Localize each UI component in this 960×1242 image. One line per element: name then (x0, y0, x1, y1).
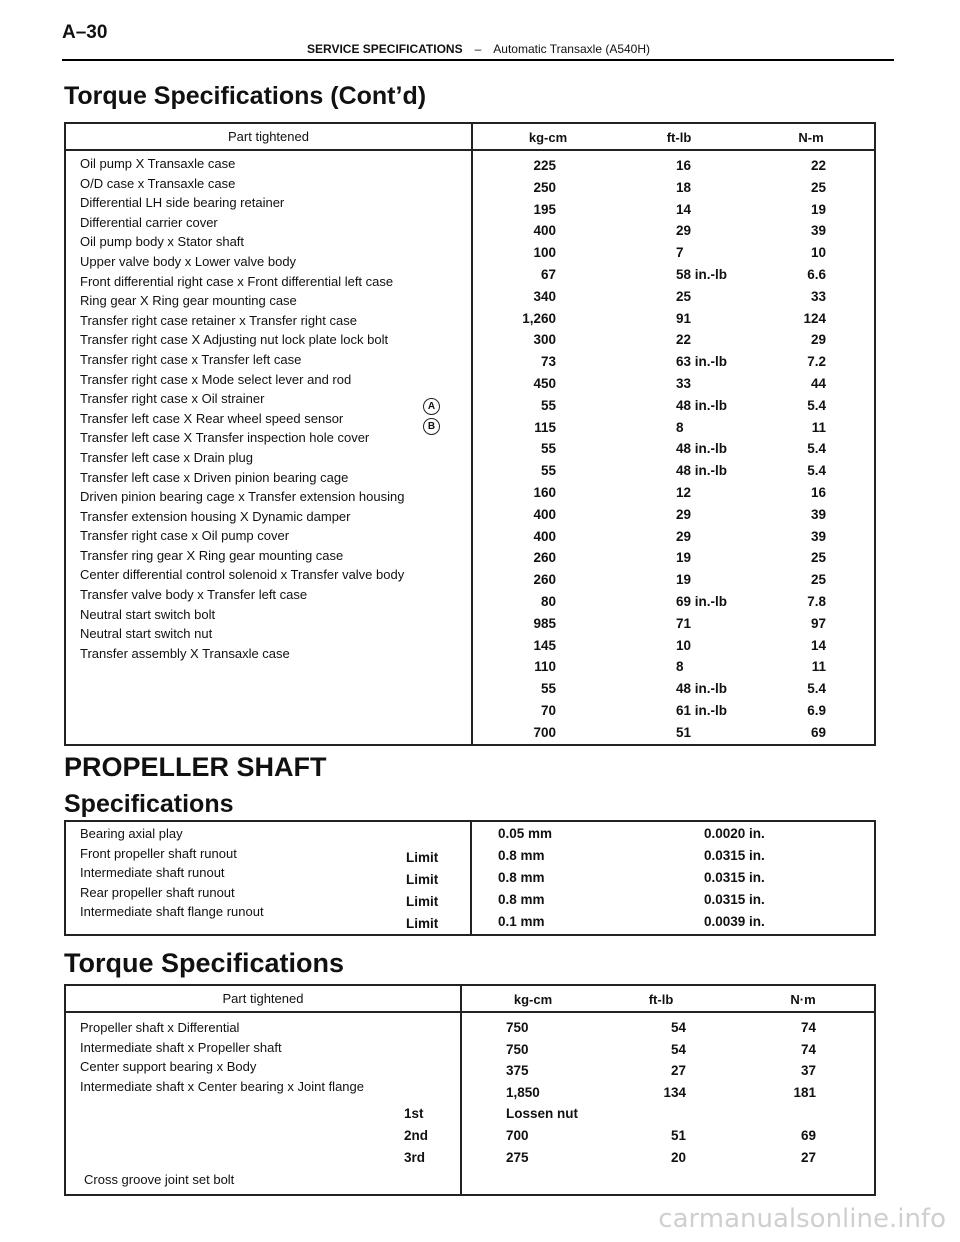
table-cell: 115 (534, 419, 556, 435)
table-cell: 22 (810, 158, 826, 173)
table-cell: 25 (676, 288, 692, 304)
table-cell: 10 (810, 245, 826, 261)
table-cell: 260 (533, 550, 556, 566)
table-cell: 0.0315 in. (704, 870, 765, 885)
table-cell: 55 (540, 463, 556, 479)
table-cell: 5.4 (807, 463, 826, 479)
table-cell: 225 (533, 158, 556, 173)
list-item: Intermediate shaft flange runout (80, 904, 264, 920)
table-cell: 55 (540, 441, 556, 457)
list-item: Differential LH side bearing retainer (80, 195, 285, 211)
table-cell: 37 (800, 1063, 816, 1079)
table-cell: 8 (676, 419, 684, 435)
table-cell: 71 (676, 615, 692, 631)
list-item: Front differential right case x Front differential left case (80, 273, 394, 289)
column-title-rule (66, 1011, 460, 1013)
table-cell: 450 (533, 376, 556, 391)
table-cell: 29 (676, 223, 692, 239)
table-cell: 400 (533, 506, 556, 522)
table-cell: 80 (540, 594, 556, 609)
table-cell: 27 (670, 1063, 686, 1079)
torque-contd-heading: Torque Specifications (Cont’d) (64, 82, 427, 110)
values-header-rule (473, 149, 874, 151)
propeller-spec-table (64, 820, 876, 936)
table-cell: 0.05 mm (498, 826, 553, 841)
list-item: Transfer left case x Driven pinion bearing cage (80, 469, 349, 485)
limit-label: Limit (406, 872, 439, 887)
table-cell: 69 in.-lb (676, 594, 728, 609)
table-cell: 14 (810, 637, 826, 653)
table-cell: 160 (533, 485, 556, 500)
header-subsection: Automatic Transaxle (A540H) (493, 42, 651, 56)
list-item: Center differential control solenoid x Transfer valve body (80, 567, 405, 583)
table-cell: 25 (810, 179, 826, 195)
table-cell: 51 (670, 1128, 686, 1143)
list-item: Front propeller shaft runout (80, 845, 237, 861)
list-item: Oil pump body x Stator shaft (80, 234, 245, 250)
list-item: Transfer right case x Oil strainer (80, 391, 265, 407)
list-item: Propeller shaft x Differential (80, 1020, 240, 1035)
unit-kgcm-header: kg-cm (513, 992, 553, 1007)
table-cell: 10 (676, 637, 692, 653)
torque-heading: Torque Specifications (64, 948, 345, 978)
limit-label: Limit (406, 916, 439, 931)
table-cell: 6.9 (807, 703, 826, 718)
propeller-shaft-heading: PROPELLER SHAFT (64, 752, 327, 782)
table-cell: 8 (676, 659, 684, 675)
table-cell: 0.8 mm (498, 892, 545, 907)
values-header-rule (462, 1011, 874, 1013)
table-cell: 48 in.-lb (676, 463, 728, 479)
list-item: Transfer extension housing X Dynamic damper (80, 508, 351, 524)
table-cell: 39 (810, 223, 826, 239)
table-cell: 48 in.-lb (676, 441, 728, 457)
table-cell: 0.8 mm (498, 870, 545, 885)
unit-nm-header: N·m (790, 992, 816, 1007)
unit-ftlb-header: ft-lb (666, 130, 692, 145)
table-cell: 400 (533, 528, 556, 544)
table-cell: 375 (506, 1063, 529, 1079)
table-cell: 750 (506, 1041, 529, 1057)
table-cell: 55 (540, 397, 556, 413)
table-cell: 0.0315 in. (704, 892, 765, 907)
last-part-item: Cross groove joint set bolt (84, 1172, 235, 1187)
table-cell: 195 (533, 201, 556, 217)
limit-label: Limit (406, 850, 439, 865)
table-cell: 124 (803, 310, 826, 326)
table-cell: 16 (810, 485, 826, 500)
list-item: Transfer right case x Mode select lever and rod (80, 371, 352, 387)
table-cell: 48 in.-lb (676, 681, 728, 697)
table-cell: 44 (810, 376, 826, 391)
table-cell: 29 (810, 332, 826, 348)
list-item: Transfer ring gear X Ring gear mounting case (80, 547, 344, 563)
table-cell: 11 (811, 419, 826, 435)
list-item: Differential carrier cover (80, 214, 218, 230)
table-cell: 134 (663, 1084, 686, 1100)
header-title (307, 42, 650, 56)
torque-contd-parts-column (66, 124, 473, 744)
table-cell: 0.0020 in. (704, 826, 765, 841)
header-separator: – (474, 42, 482, 56)
table-cell: 74 (800, 1041, 816, 1057)
list-item: Bearing axial play (80, 826, 183, 841)
specifications-heading: Specifications (64, 790, 234, 818)
table-cell: 29 (676, 528, 692, 544)
header-rule (62, 59, 894, 61)
table-cell: 5.4 (807, 397, 826, 413)
torque-parts-column (66, 986, 462, 1194)
table-cell: 91 (676, 310, 692, 326)
list-item: Transfer left case X Rear wheel speed sensor (80, 410, 344, 426)
table-cell: 19 (676, 572, 692, 588)
list-item: Transfer left case x Drain plug (80, 449, 253, 465)
table-cell: 700 (506, 1128, 529, 1143)
list-item: Intermediate shaft x Propeller shaft (80, 1039, 282, 1055)
table-cell: 73 (540, 354, 556, 370)
table-cell: 39 (810, 506, 826, 522)
table-cell: 48 in.-lb (676, 397, 728, 413)
table-cell: 39 (810, 528, 826, 544)
table-cell: 20 (670, 1149, 686, 1165)
unit-ftlb-header: ft-lb (648, 992, 674, 1007)
table-cell: 19 (810, 201, 826, 217)
list-item: Upper valve body x Lower valve body (80, 253, 297, 269)
header-section: SERVICE SPECIFICATIONS (307, 42, 463, 56)
table-cell: 33 (810, 288, 826, 304)
unit-kgcm-header: kg-cm (528, 130, 568, 145)
list-item: Neutral start switch bolt (80, 606, 216, 622)
table-cell: 7.2 (807, 354, 826, 370)
unit-nm-header: N-m (798, 130, 824, 145)
table-cell: 16 (676, 158, 692, 173)
table-cell: 7 (676, 245, 684, 261)
table-cell: 5.4 (807, 441, 826, 457)
list-item: Transfer right case x Oil pump cover (80, 528, 290, 544)
table-cell: 33 (676, 376, 692, 391)
table-cell: 340 (533, 288, 556, 304)
list-item: Transfer assembly X Transaxle case (80, 645, 290, 661)
table-cell: 0.0039 in. (704, 914, 765, 929)
table-cell: 14 (676, 201, 692, 217)
torque-column-title: Part tightened (222, 991, 304, 1006)
torque-contd-table (64, 122, 876, 746)
table-cell: 63 in.-lb (676, 354, 728, 370)
table-cell: 0.1 mm (498, 914, 545, 929)
table-cell: 18 (676, 179, 692, 195)
table-cell: 25 (810, 572, 826, 588)
step-label: 3rd (404, 1150, 426, 1165)
step-label: 2nd (404, 1128, 429, 1143)
table-cell: 54 (670, 1020, 686, 1035)
list-item: Transfer right case x Transfer left case (80, 351, 302, 367)
list-item: Neutral start switch nut (80, 626, 213, 642)
list-item: Driven pinion bearing cage x Transfer extension housing (80, 489, 405, 505)
table-cell: 58 in.-lb (676, 267, 728, 282)
table-cell: 6.6 (807, 267, 826, 282)
table-cell: 275 (506, 1149, 529, 1165)
column-title-rule (66, 149, 471, 151)
table-cell: 700 (533, 724, 556, 740)
table-cell: Lossen nut (506, 1106, 579, 1122)
page-header (62, 22, 894, 62)
limit-label: Limit (406, 894, 439, 909)
table-cell: 0.0315 in. (704, 848, 765, 863)
table-cell: 985 (533, 615, 556, 631)
table-cell: 97 (810, 615, 826, 631)
page-number: A–30 (62, 22, 108, 43)
list-item: Transfer right case X Adjusting nut lock plate lock bolt (80, 332, 389, 348)
watermark: carmanualsonline.info (658, 1204, 946, 1234)
table-cell: 1,850 (506, 1084, 540, 1100)
table-cell: 12 (676, 485, 692, 500)
list-item: Transfer valve body x Transfer left case (80, 587, 308, 603)
table-cell: 55 (540, 681, 556, 697)
table-cell: 61 in.-lb (676, 703, 728, 718)
marker-a-icon: A (423, 398, 440, 415)
torque-contd-column-title: Part tightened (228, 129, 309, 144)
table-cell: 110 (534, 659, 556, 675)
table-cell: 69 (800, 1128, 816, 1143)
table-cell: 400 (533, 223, 556, 239)
table-cell: 29 (676, 506, 692, 522)
table-cell: 181 (793, 1084, 816, 1100)
table-cell: 750 (506, 1020, 529, 1035)
table-cell: 260 (533, 572, 556, 588)
table-cell: 5.4 (807, 681, 826, 697)
table-cell: 11 (811, 659, 826, 675)
torque-contd-part-list (80, 154, 465, 663)
list-item: Center support bearing x Body (80, 1059, 257, 1075)
table-cell: 54 (670, 1041, 686, 1057)
table-cell: 51 (676, 724, 692, 740)
table-cell: 19 (676, 550, 692, 566)
table-cell: 70 (540, 703, 556, 718)
table-cell: 74 (800, 1020, 816, 1035)
table-cell: 67 (540, 267, 556, 282)
torque-table (64, 984, 876, 1196)
column-divider (470, 822, 472, 934)
list-item: Intermediate shaft runout (80, 865, 225, 881)
table-cell: 1,260 (522, 310, 556, 326)
list-item: Rear propeller shaft runout (80, 884, 235, 900)
table-cell: 250 (533, 179, 556, 195)
table-cell: 0.8 mm (498, 848, 545, 863)
table-cell: 69 (810, 724, 826, 740)
table-cell: 7.8 (807, 594, 826, 609)
table-cell: 300 (533, 332, 556, 348)
torque-part-list (80, 1018, 454, 1096)
list-item: O/D case x Transaxle case (80, 175, 236, 191)
table-cell: 22 (676, 332, 692, 348)
list-item: Oil pump X Transaxle case (80, 156, 236, 171)
table-cell: 145 (533, 637, 556, 653)
table-cell: 25 (810, 550, 826, 566)
step-label: 1st (404, 1106, 424, 1121)
marker-b-icon: B (423, 418, 440, 435)
list-item: Transfer left case X Transfer inspection hole cover (80, 430, 370, 446)
list-item: Intermediate shaft x Center bearing x Joint flange (80, 1078, 364, 1094)
table-cell: 27 (800, 1149, 816, 1165)
table-cell: 100 (533, 245, 556, 261)
list-item: Transfer right case retainer x Transfer right case (80, 312, 357, 328)
list-item: Ring gear X Ring gear mounting case (80, 293, 297, 309)
